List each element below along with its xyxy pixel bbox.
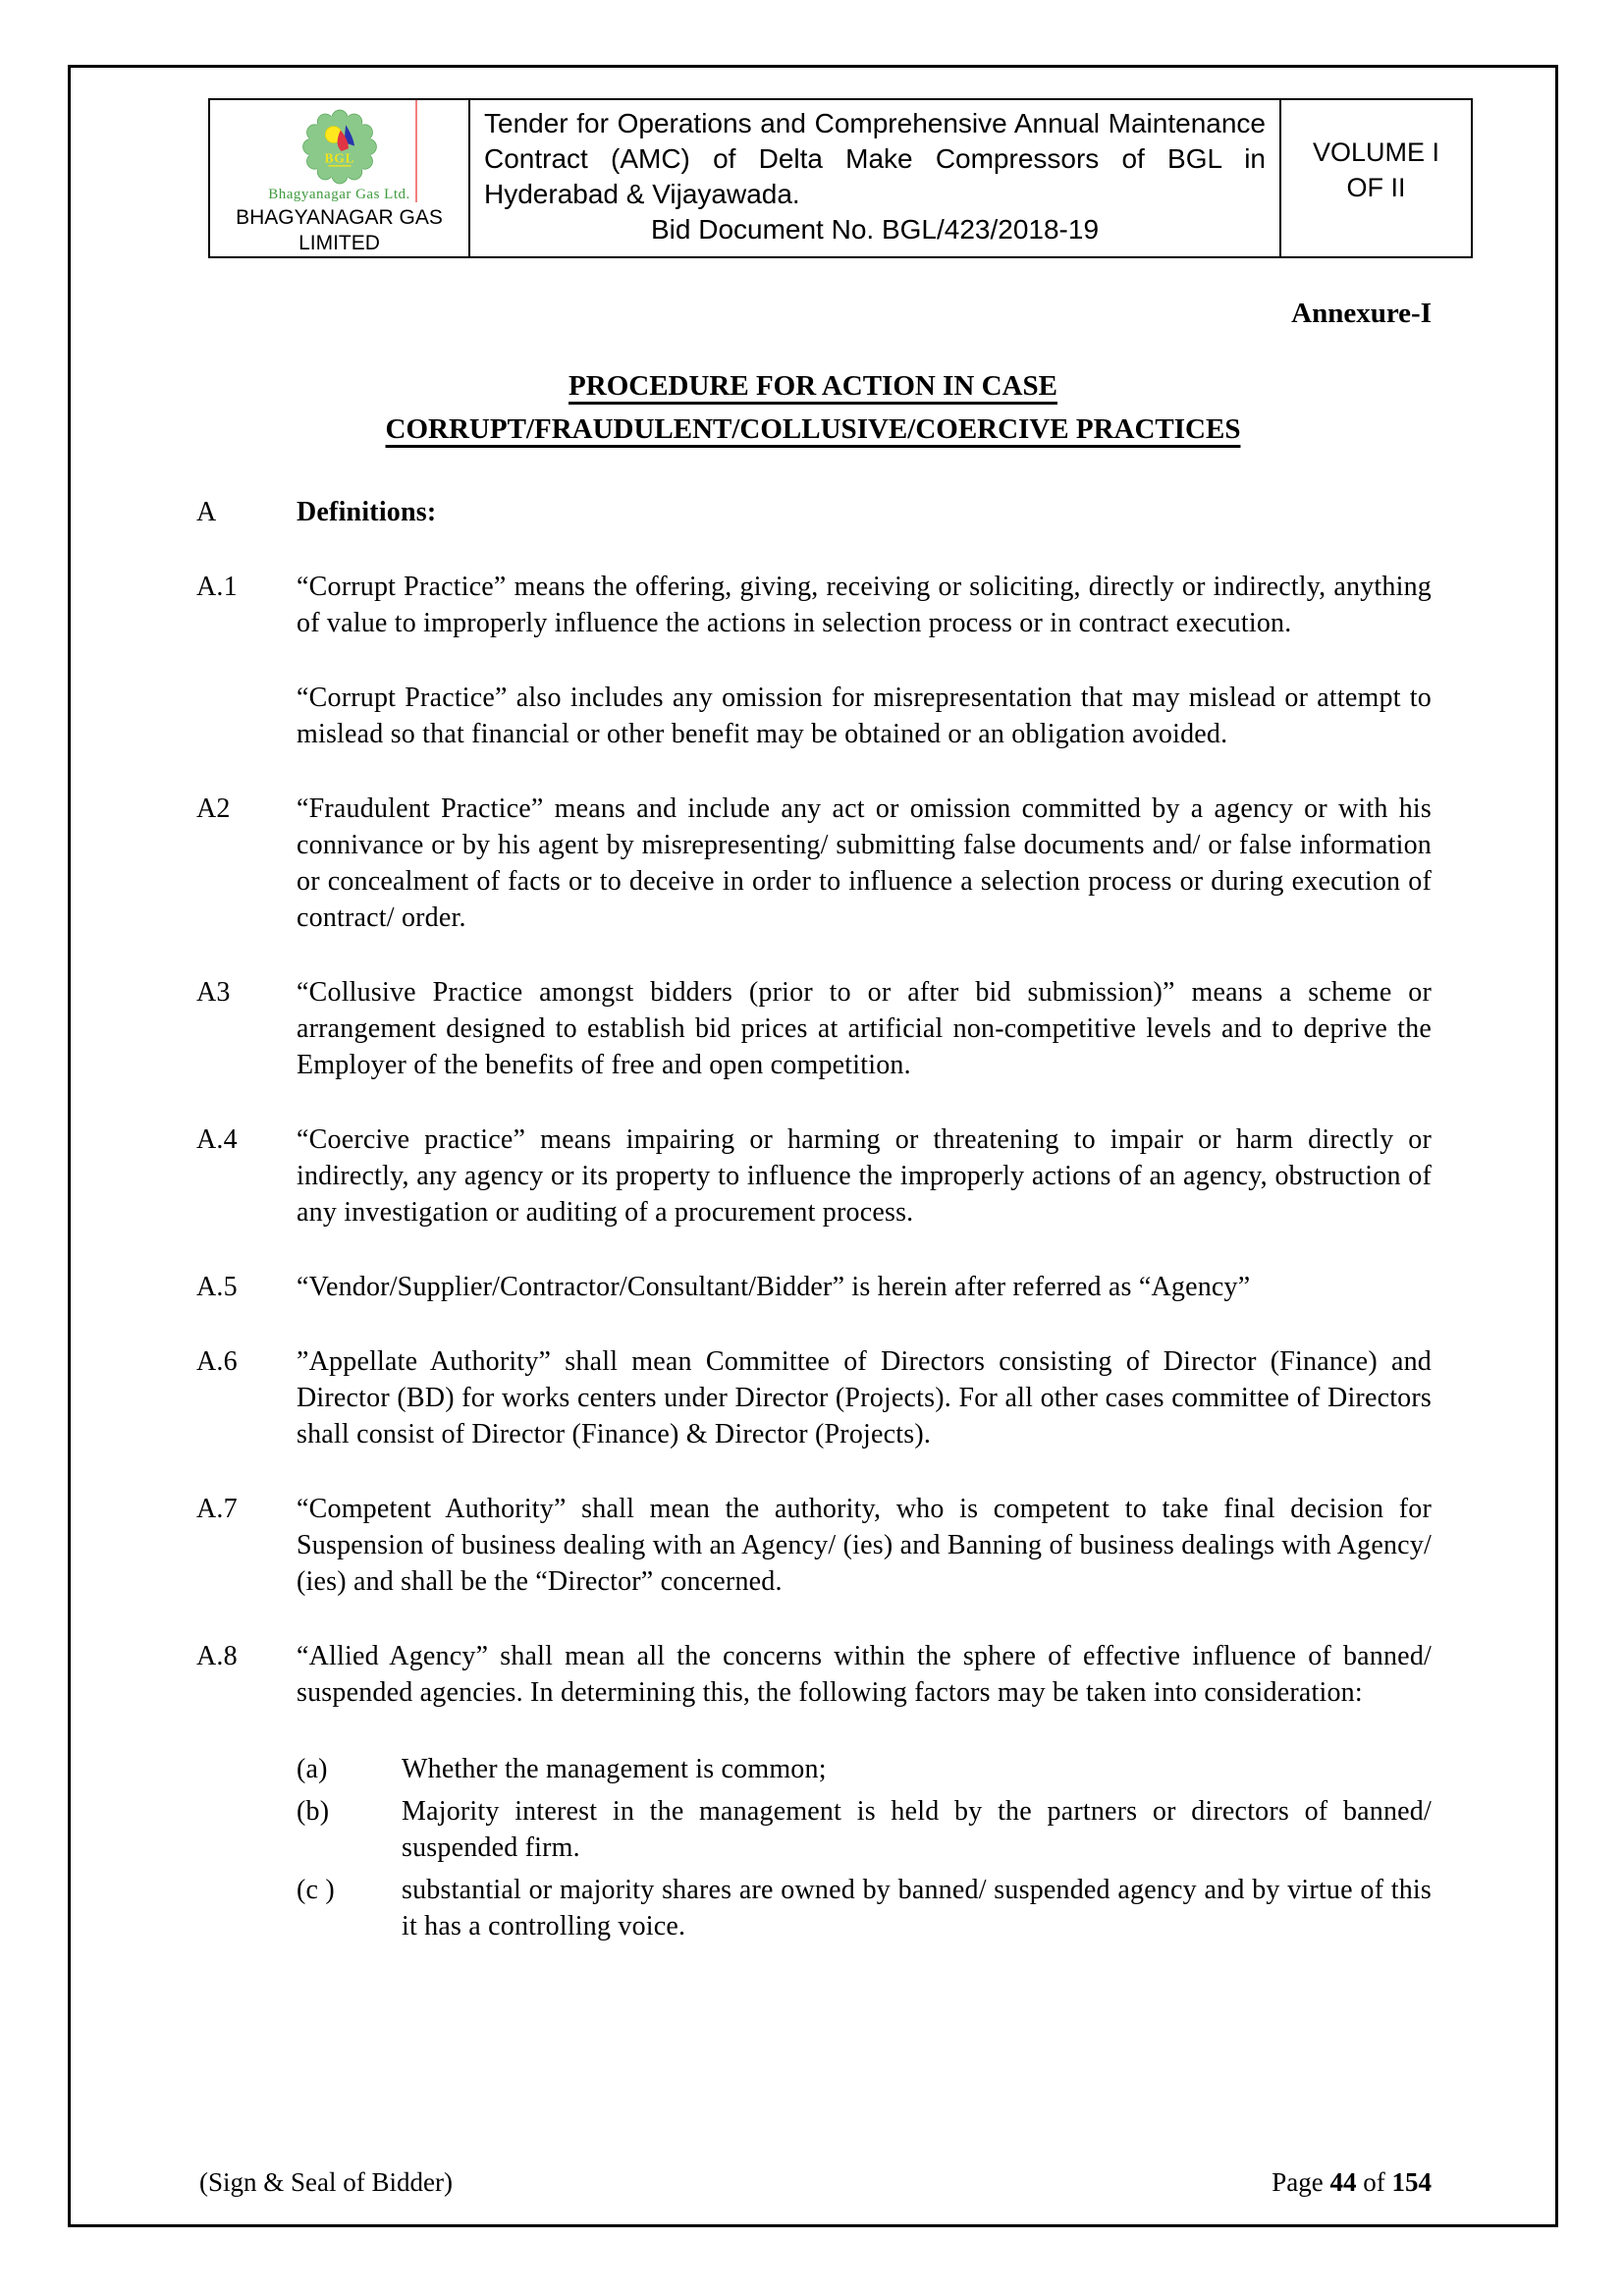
page-number-total: 154: [1391, 2167, 1432, 2197]
header-volume-cell: [1281, 100, 1471, 256]
section-paragraph: “Collusive Practice amongst bidders (prior to or after bid submission)” means a scheme or arrangement designed to establish bid prices at artificial non-competitive levels and to deprive the Employer of the benefits of free and open competition.: [297, 977, 1432, 1080]
section-label: A.4: [196, 1124, 238, 1155]
bgl-acronym-text: BGL: [324, 150, 354, 166]
section-a2: [196, 791, 1432, 936]
section-label: A3: [196, 977, 231, 1008]
section-paragraph: “Fraudulent Practice” means and include any act or omission committed by a agency or with his connivance or by his agent by misrepresenting/ submitting false documents and/ or false information or concealment of facts or to deceive in order to influence a selection process or during execution of contract/ order.: [297, 793, 1432, 933]
section-label: A.1: [196, 572, 238, 602]
list-item: [297, 1872, 1432, 1944]
page-number: [1272, 2165, 1432, 2199]
section-paragraph: “Corrupt Practice” also includes any omission for misrepresentation that may mislead or attempt to mislead so that financial or other benefit may be obtained or an obligation avoided.: [297, 683, 1432, 749]
list-item: [297, 1751, 1432, 1787]
heading-line2: CORRUPT/FRAUDULENT/COLLUSIVE/COERCIVE PRACTICES: [385, 413, 1241, 445]
section-label: A.5: [196, 1272, 238, 1302]
tender-title: Tender for Operations and Comprehensive Annual Maintenance Contract (AMC) of Delta Make Compressors of BGL in Hyderabad & Vijayawada.: [484, 108, 1266, 209]
page-footer: [199, 2165, 1432, 2199]
volume-line2: OF II: [1346, 172, 1406, 202]
factor-list: [297, 1751, 1432, 1944]
list-item-label: (b): [297, 1796, 330, 1827]
list-item-text: Whether the management is common;: [402, 1754, 827, 1784]
section-paragraph: “Competent Authority” shall mean the authority, who is competent to take final decision for Suspension of business dealing with an Agency/ (ies) and Banning of business dealings with Agency/ (ies) and shall be the “Director” concerned.: [297, 1494, 1432, 1597]
header-logo-cell: [210, 100, 470, 256]
section-a1: [196, 569, 1432, 752]
section-label: A.6: [196, 1346, 238, 1377]
section-a5: [196, 1269, 1432, 1305]
section-label: A: [196, 497, 217, 527]
logo-subtitle: Bhagyanagar Gas Ltd.: [268, 187, 410, 202]
header-title-cell: [470, 100, 1281, 256]
section-a8: [196, 1638, 1432, 1944]
list-item-text: Majority interest in the management is held by the partners or directors of banned/ suspended firm.: [402, 1796, 1432, 1863]
annexure-label: Annexure-I: [1291, 298, 1432, 329]
section-paragraph: “Allied Agency” shall mean all the concerns within the sphere of effective influence of banned/ suspended agencies. In determining this, the following factors may be taken into consideration:: [297, 1641, 1432, 1708]
section-label: A.7: [196, 1494, 238, 1524]
section-paragraph: ”Appellate Authority” shall mean Committee of Directors consisting of Director (Finance) and Director (BD) for works centers under Director (Projects). For all other cases committee of Directors shall consist of Director (Finance) & Director (Projects).: [297, 1346, 1432, 1449]
bgl-logo-icon: [293, 103, 387, 191]
volume-line1: VOLUME I: [1312, 137, 1440, 167]
page-number-current: 44: [1329, 2167, 1357, 2197]
list-item: [297, 1793, 1432, 1866]
section-a6: [196, 1343, 1432, 1452]
section-paragraph: “Corrupt Practice” means the offering, giving, receiving or soliciting, directly or indirectly, anything of value to improperly influence the actions in selection process or in contract execution.: [297, 572, 1432, 638]
sign-seal-note: (Sign & Seal of Bidder): [199, 2167, 453, 2197]
section-label: A2: [196, 793, 231, 824]
list-item-text: substantial or majority shares are owned by banned/ suspended agency and by virtue of this it has a controlling voice.: [402, 1875, 1432, 1941]
list-item-label: (a): [297, 1754, 328, 1784]
document-body: [71, 494, 1555, 1944]
heading-line1: PROCEDURE FOR ACTION IN CASE: [568, 370, 1057, 402]
scan-artifact-line: [415, 100, 417, 202]
section-a3: [196, 974, 1432, 1083]
list-item-label: (c ): [297, 1875, 335, 1905]
page-number-of: of: [1356, 2167, 1392, 2197]
document-heading: [71, 364, 1555, 451]
bid-document-number: Bid Document No. BGL/423/2018-19: [650, 214, 1100, 245]
section-a4: [196, 1121, 1432, 1230]
section-a7: [196, 1491, 1432, 1600]
page-number-label: Page: [1272, 2167, 1330, 2197]
page-frame: [68, 65, 1558, 2227]
section-paragraph: “Coercive practice” means impairing or harming or threatening to impair or harm directly or indirectly, any agency or its property to influence the improperly actions of an agency, obstruction of any investigation or auditing of a procurement process.: [297, 1124, 1432, 1228]
section-paragraph: “Vendor/Supplier/Contractor/Consultant/Bidder” is herein after referred as “Agency”: [297, 1272, 1251, 1302]
header-table: [208, 98, 1473, 258]
company-name: BHAGYANAGAR GAS LIMITED: [236, 206, 443, 254]
section-definitions: [196, 494, 1432, 530]
section-label: A.8: [196, 1641, 238, 1671]
section-heading-text: Definitions:: [297, 497, 437, 527]
